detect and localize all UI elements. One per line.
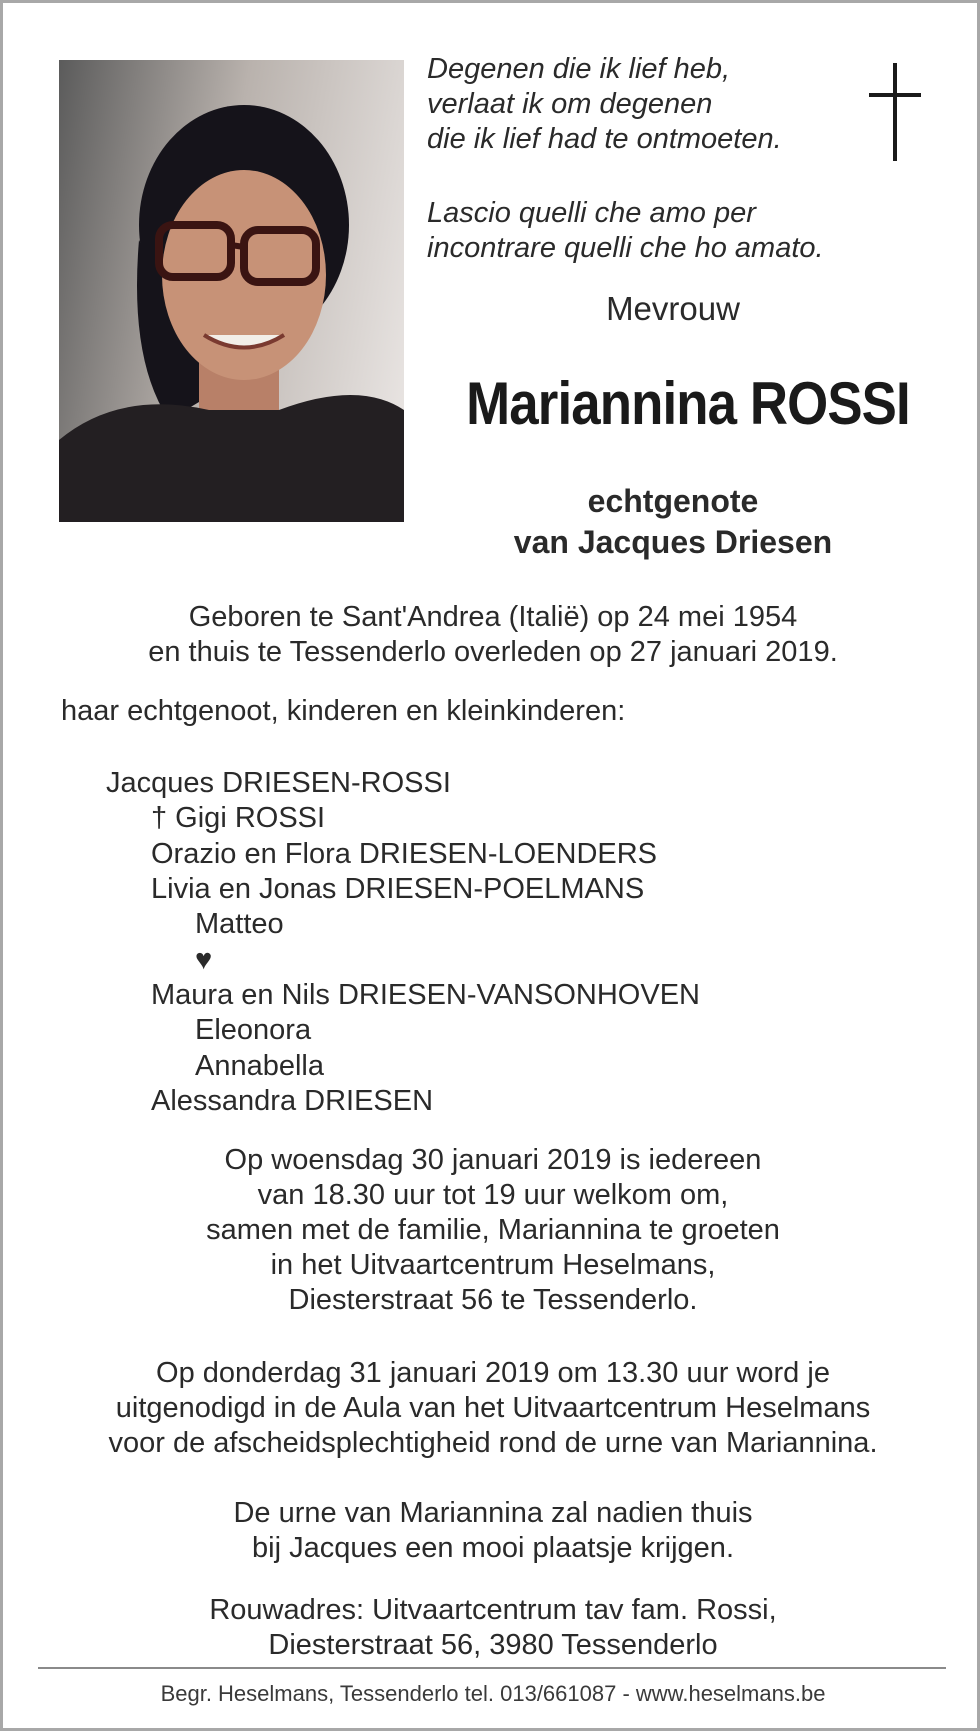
birth-death-info	[43, 600, 943, 670]
quote-line: Degenen die ik lief heb,	[427, 53, 731, 85]
ceremony-line: voor de afscheidsplechtigheid rond de urne van Mariannina.	[108, 1427, 878, 1459]
quote-line: Lascio quelli che amo per	[427, 197, 756, 229]
death-line: en thuis te Tessenderlo overleden op 27 januari 2019.	[148, 636, 838, 668]
quote-dutch	[427, 52, 782, 157]
spouse-line: van Jacques Driesen	[513, 524, 833, 560]
quote-line: incontrare quelli che ho amato.	[427, 232, 824, 264]
portrait-photo	[59, 60, 404, 522]
address-line: Diesterstraat 56, 3980 Tessenderlo	[268, 1629, 718, 1661]
family-intro: haar echtgenoot, kinderen en kleinkinderen:	[61, 695, 626, 727]
footer-divider	[38, 1667, 946, 1669]
family-member: Matteo	[195, 908, 284, 940]
quote-line: die ik lief had te ontmoeten.	[427, 123, 782, 155]
visitation-line: van 18.30 uur tot 19 uur welkom om,	[257, 1179, 729, 1211]
visitation-line: Diesterstraat 56 te Tessenderlo.	[288, 1284, 698, 1316]
spouse-line: echtgenote	[587, 483, 759, 519]
address-line: Rouwadres: Uitvaartcentrum tav fam. Rossi,	[209, 1594, 777, 1626]
spouse-info	[443, 481, 903, 563]
deceased-name: Mariannina ROSSI	[466, 370, 910, 437]
ceremony-info	[43, 1356, 943, 1461]
urn-line: bij Jacques een mooi plaatsje krijgen.	[252, 1532, 734, 1564]
ceremony-line: Op donderdag 31 januari 2019 om 13.30 uur word je	[156, 1357, 830, 1389]
urn-info	[43, 1496, 943, 1566]
heart-icon: ♥	[195, 944, 213, 976]
family-member: † Gigi ROSSI	[151, 802, 326, 834]
visitation-line: samen met de familie, Mariannina te groeten	[206, 1214, 780, 1246]
family-member: Livia en Jonas DRIESEN-POELMANS	[151, 873, 645, 905]
family-member: Eleonora	[195, 1014, 312, 1046]
family-member: Orazio en Flora DRIESEN-LOENDERS	[151, 838, 658, 870]
ceremony-line: uitgenodigd in de Aula van het Uitvaartcentrum Heselmans	[115, 1392, 871, 1424]
family-member: Maura en Nils DRIESEN-VANSONHOVEN	[151, 979, 700, 1011]
birth-line: Geboren te Sant'Andrea (Italië) op 24 mei 1954	[188, 601, 798, 633]
footer-credit: Begr. Heselmans, Tessenderlo tel. 013/661087 - www.heselmans.be	[160, 1681, 826, 1706]
quote-italian	[427, 196, 824, 266]
family-member: Annabella	[195, 1050, 324, 1082]
visitation-line: in het Uitvaartcentrum Heselmans,	[270, 1249, 716, 1281]
cross-icon	[865, 63, 925, 163]
visitation-info	[43, 1143, 943, 1318]
family-member: Jacques DRIESEN-ROSSI	[106, 767, 451, 799]
family-member: Alessandra DRIESEN	[151, 1085, 434, 1117]
visitation-line: Op woensdag 30 januari 2019 is iedereen	[224, 1144, 762, 1176]
honorific: Mevrouw	[606, 290, 740, 327]
mourning-address	[43, 1593, 943, 1663]
urn-line: De urne van Mariannina zal nadien thuis	[233, 1497, 753, 1529]
quote-line: verlaat ik om degenen	[427, 88, 713, 120]
